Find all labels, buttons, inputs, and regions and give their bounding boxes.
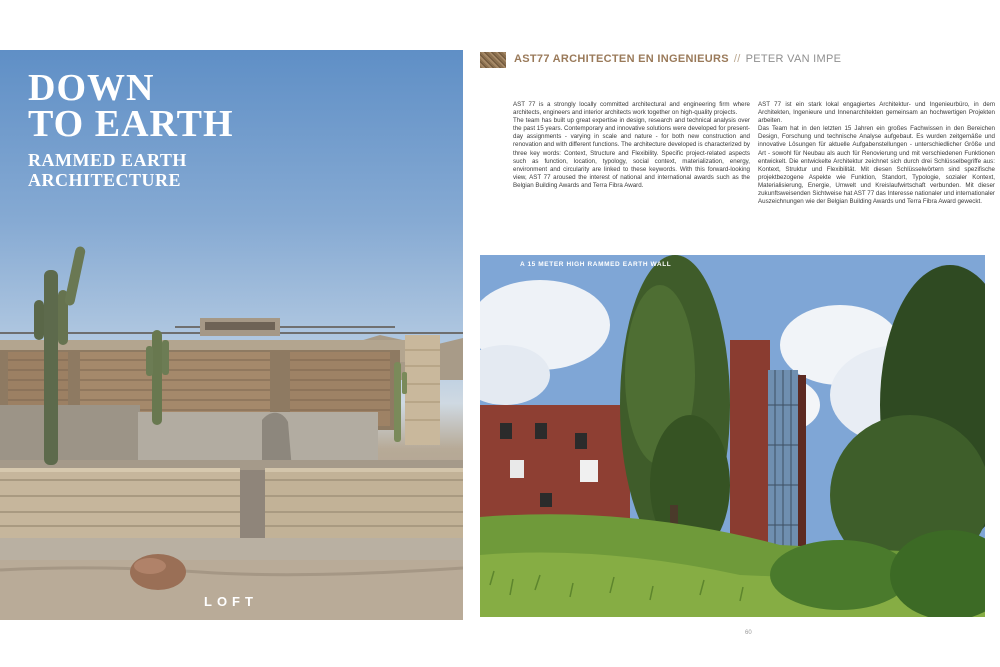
article-header [514,53,841,65]
german-paragraph: Das Team hat in den letzten 15 Jahren ein großes Fachwissen in den Bereichen Design, Forschung und technische Analyse aufgebaut. Es wurden zeitgemäße und innovative Lösungen für aktuelle Aufgabenstellungen - unterschiedlicher Größe und Art - sowohl für Neubau als auch für Renovierung und mit verschiedenen Funktionen entwickelt. Die entwickelte Architektur zeichnet sich durch drei Schlüsselbegriffe aus: Kontext, Struktur und Flexibilität. Mit diesen Schlüsselwörtern sind spezifische projektbezogene Aspekte wie Funktion, Standort, Typologie, sozialer Kontext, Materialisierung, Energie, Umwelt und Kreislaufwirtschaft verbunden. Mit dieser zukunftsweisenden Sichtweise hat AST 77 das Interesse nationaler und internationaler Auszeichnungen wie der Belgian Building Awards und Terra Fibra Award geweckt. [758,125,995,206]
building-photo [480,255,985,617]
english-paragraph: AST 77 is a strongly locally committed architectural and engineering firm where architects, engineers and interior architects work together on high-quality projects. [513,101,750,117]
page-number: 60 [745,630,752,636]
header-separator: // [733,53,741,65]
author-name: PETER VAN IMPE [745,53,842,65]
cover-title: DOWN TO EARTH [28,67,234,145]
brick-building-illustration [480,255,985,617]
photo-caption: A 15 METER HIGH RAMMED EARTH WALL [520,261,672,268]
firm-name: AST77 ARCHITECTEN EN INGENIEURS [514,53,729,65]
english-paragraph: The team has built up great expertise in design, research and technical analysis over the past 15 years. Contemporary and innovative solutions were developed for present-day assignments - varying in scale and nature - for both new construction and renovation and with different functions. The architecture developed is characterized by three key words: Context, Structure and Flexibility. Specific project-related aspects such as function, location, typology, social context, materialization, energy, environment and circularity are linked to these keywords. With this forward-looking view, AST 77 aroused the interest of national and international awards such as the Belgian Building Awards and Terra Fibra Award. [513,117,750,189]
cover-photo [0,50,463,620]
german-text-column [758,101,995,206]
english-text-column [513,101,750,190]
material-swatch-icon [480,52,506,68]
publisher-logo: LOFT [204,594,258,609]
german-paragraph: AST 77 ist ein stark lokal engagiertes Architektur- und Ingenieurbüro, in dem Architekten, Ingenieure und Innenarchitekten gemeinsam an hochwertigen Projekten arbeiten. [758,101,995,125]
cover-subtitle: RAMMED EARTH ARCHITECTURE [28,150,187,190]
